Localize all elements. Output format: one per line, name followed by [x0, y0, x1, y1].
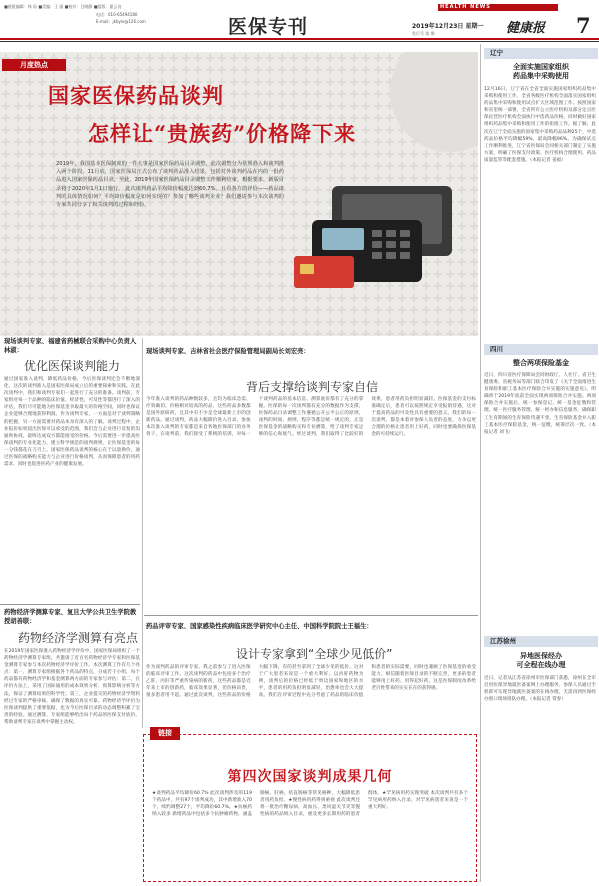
health-news-label: HEALTH NEWS	[440, 4, 491, 10]
region-bar-xuzhou: 江苏徐州	[484, 636, 598, 647]
editor-credits: ■值班编辑：林 仙 ■美编：王 丽 ■校对：吕晓静 ■组版：霍云良	[4, 4, 122, 9]
right-body1: 12月16日，辽宁省在全省全面实施国家组织药品集中采购和使用工作，全省各级医疗机构全面落实国家组织药品集中采购和使用试点扩大区域范围工作。按照国家和省里统一部署，全省所有公立医疗机构及部分定点医保民营医疗机构全面执行中选药品价格，同时做好国家组织药品集中采购和使用工作的衔接工作。据了解，此次在辽宁全面实施的国家集中采购药品品种25个，中选药品价格平均降幅59%，最高降幅96%。为确保试点工作顺利推进，辽宁省医保局会同相关部门制定了实施方案，明确了医保支付政策、医疗机构合理使用、药品质量监管等配套措施。（本报记者 姜福）	[484, 87, 596, 163]
right-body2: 近日，四川省医疗保障局会同财政厅、人社厅、省卫生健康委、省税务局等部门联合印发了《关于全面推进生育保险和职工基本医疗保险合并实施的实施意见》，明确将于2019年底前全面实现两项保险合并实施。两项保险合并实施后，统一参保登记、统一基金征缴和管理、统一医疗服务管理、统一经办和信息服务，确保职工生育期间的生育保险待遇不变。生育保险基金并入职工基本医疗保险基金，统一征缴，统筹层次一致。（本报记者 刘飞）	[484, 373, 596, 435]
card-terminal-illustration	[292, 180, 462, 290]
story4-kicker: 药品评审专家、国家感染性疾病临床医学研究中心主任、中国科学院院士王福生：	[146, 623, 373, 630]
story4-headline: 设计专家拿到“全球少见低价”	[236, 647, 393, 661]
right-column-rule	[480, 44, 481, 882]
region-bar-sichuan: 四川	[484, 344, 598, 355]
story2-kicker: 现场谈判专家、吉林省社会医疗保险管理局副局长刘宏亮：	[146, 348, 310, 355]
column-rule	[142, 338, 143, 728]
link-box-tag: 链接	[150, 727, 180, 740]
issue-date: 2019年12月23日 星期一	[412, 23, 484, 30]
link-box-body: ★谈判药品平均降价60.7% 此次谈判涉及的119个药品中，共有97个谈判成功，其中新增准入70个，续约调整27个，平均降价60.7%。★抗癌药纳入较多 新增药品中包括多个抗肿瘤药物，涵盖肺癌、肝癌、结直肠癌等常见癌种，大幅降低患者用药负担。★慢性病用药得到重视 此次谈判还将一批治疗糖尿病、高血压、类风湿关节炎等慢性病的药品纳入目录，惠及更多长期用药的患者群体。★罕见病用药实现突破 本次谈判共有多个罕见病用药纳入目录，对罕见病患者来说是一个重大利好。	[152, 791, 468, 818]
right-title2: 整合两项保险基金	[513, 359, 569, 367]
story1-body: 通过国家准入谈判，降低药品价格，今后医保谈判还会不断地深化，这次的谈判准入是国家医保局成立后的重要探索和实践。在此次谈判中，我们和谈判专家们一起进行了充分的准备。谈判前，专家组对每一个品种的临床价值、经济性、可及性等都进行了深入的评估，我们尽可能地为医保基金争取最大的价格空间，同时也保证企业能够合理地获得利润。作为谈判专家，一方面是对于谈判策略的把握，另一方面需要对药品本身有深入的了解。谈判过程中，企业报价如果超出医保可以承受的范围，我们会与企业进行反复的沟通和协商，最终达成双方都能接受的价格。今后需要进一步提高医保谈判的专业化能力，建立科学规范的谈判规则，让医保基金的每一分钱都花在刀刃上。国家医保药品谈判的核心在于以量换价，通过医保的战略购买能力与企业进行价格谈判，从而保障患者的用药需求，同时也促进医药产业的健康发展。	[4, 377, 140, 468]
masthead	[0, 0, 599, 40]
story2-body: 今年准入谈判的药品种数较多，且均为临床急需、疗效确切、价格相对较高的药品，这些药品多数都是国外原研药，且其中有不少是全球最新上市的创新药品。通过谈判，药品大幅降价进入目录，参加本次准入谈判的专家都是来自各地医保部门的业务骨干，在谈判前，我们接受了系统的培训，对每一个谈判药品的基本信息、测算底价都有了充分的掌握。医保的每一次谈判都有充分的数据作为支撑，医保药品目录调整工作遵循公开公平公正的原则，谈判的时间、规则、程序等都是统一规定的。正是医保基金的战略购买和专业测算，给了谈判专家足够的信心和底气。经过谈判，我们取得了比较好的效果，患者用药负担明显减轻。医保基金的支付标准确定后，患者可以按照规定享受报销待遇，这对于提高药品的可及性具有重要的意义。我们的每一次谈判，都是本着对参保人负责的态度，力争以更合理的价格让患者用上好药，同时也要确保医保基金的可持续运行。	[146, 397, 476, 438]
story-separator	[0, 604, 140, 605]
region-bar-liaoning: 辽宁	[484, 48, 598, 59]
right-title3-line1: 异地医保经办	[520, 652, 562, 660]
newspaper-brand: 健康报	[506, 21, 546, 36]
right-body3: 近日，记者从江苏省徐州市医保部门获悉，徐州在全市启用医保异地就医备案网上办理服务，参保人员通过手机即可实现异地就医备案的在线办理，无需再到医保经办窗口现场排队办理。（本报记者 常春）	[484, 676, 596, 703]
email-line: E-mail：jkbylx@126.com	[96, 19, 146, 24]
link-box-title: 第四次国家谈判成果几何	[227, 769, 393, 785]
hero-title-line1: 国家医保药品谈判	[48, 83, 224, 108]
story2-headline: 背后支撑给谈判专家自信	[246, 380, 379, 394]
phone-line: 电话：010-65494180	[96, 12, 138, 17]
right-title1-line1: 全面实施国家组织	[513, 63, 569, 71]
story-separator-2	[144, 615, 478, 616]
story1-kicker: 现场谈判专家、福建省药械联合采购中心负责人林淑：	[4, 338, 137, 354]
right-title1-line2: 药品集中采购使用	[513, 72, 569, 80]
story3-headline: 药物经济学测算有亮点	[18, 631, 139, 645]
story3-kicker: 药物经济学测算专家、复旦大学公共卫生学院教授胡善联：	[4, 609, 137, 625]
hero-intro: 2019年，我国基本医保制度的一件大事是国家医保药品目录调整。此次调整分为常规准入和谈判准入两个阶段。11月底，国家医保局正式公布了谈判药品准入结果，包括对外谈判药品在内的一批药品进入国家医保药品目录。至此，2019年国家医保药品目录调整工作顺利结束。根据要求，新版目录将于2020年1月1日施行。 此次谈判药品平均降价幅度达到60.7%，且看各方的评价——药品谈判的具体情况如何？平均降价幅度是如何实现的？参加了哪些谈判企业？我们邀请参与本次谈判的专家共同分享了相关谈判的过程和经验。	[56, 161, 284, 209]
issue-info: 发行号 第 期	[412, 31, 435, 36]
section-title: 医保专刊	[228, 16, 309, 38]
right-title3-line2: 可全程在线办理	[516, 661, 566, 669]
story1-headline: 优化医保谈判能力	[24, 359, 121, 373]
masthead-rule	[0, 38, 599, 40]
story3-body: 在2019年国家医保准入药物经济学评价中，国家医保局组织了一个药物经济学测算专家组，共邀请了近百名药物经济学专家和医保基金测算专家参与本次药物经济学评价工作。本次测算工作有几个亮点：第一，测算专家组根据各个药品的特点，分成若干小组，每个药品都有药物经济学和基金测算两方面的专家参与评估；第二，在评价方法上，采用了国际通用的成本效果分析、预算影响分析等方法，保证了测算结果的科学性；第三，企业提交的药物经济学资料经过专家的严格审核，确保了数据的真实可靠。药物经济学评价为医保谈判提供了重要依据，也为今后医保目录的动态调整积累了宝贵的经验。通过测算，专家组能够给出每个药品的医保支付底价，帮助谈判专家在谈判中掌握主动权。	[4, 649, 140, 725]
hero-title-line2: 怎样让“贵族药”价格降下来	[88, 121, 357, 146]
page-number: 7	[576, 13, 591, 38]
masthead-rule-thin	[0, 41, 599, 42]
story4-body: 作为谈判药品的评审专家，我之前参与了进入医保的临床评审工作。这次谈判的药品中包括多个治疗乙肝、丙肝等严重传染病的新药，这些药品都是近年来上市的创新药，临床效果显著，但价格昂贵，很多患者用不起。通过此次谈判，这些药品的价格大幅下降，有的甚至拿到了全球少见的低价。这对于广大患者来说是一个重大利好。以丙肝药物为例，谈判后的价格已经低于周边国家和地区的水平，患者的用药负担明显减轻，治愈率也会大大提高。我们在评审过程中充分考虑了药品的临床价值和患者的实际需要，同时也兼顾了医保基金的承受能力。相信随着医保目录的不断完善，更多的患者能够用上好药、用得起好药，这是医保制度改革给老百姓带来的实实在在的获得感。	[146, 665, 476, 699]
hero-tag: 月度热点	[2, 59, 66, 71]
